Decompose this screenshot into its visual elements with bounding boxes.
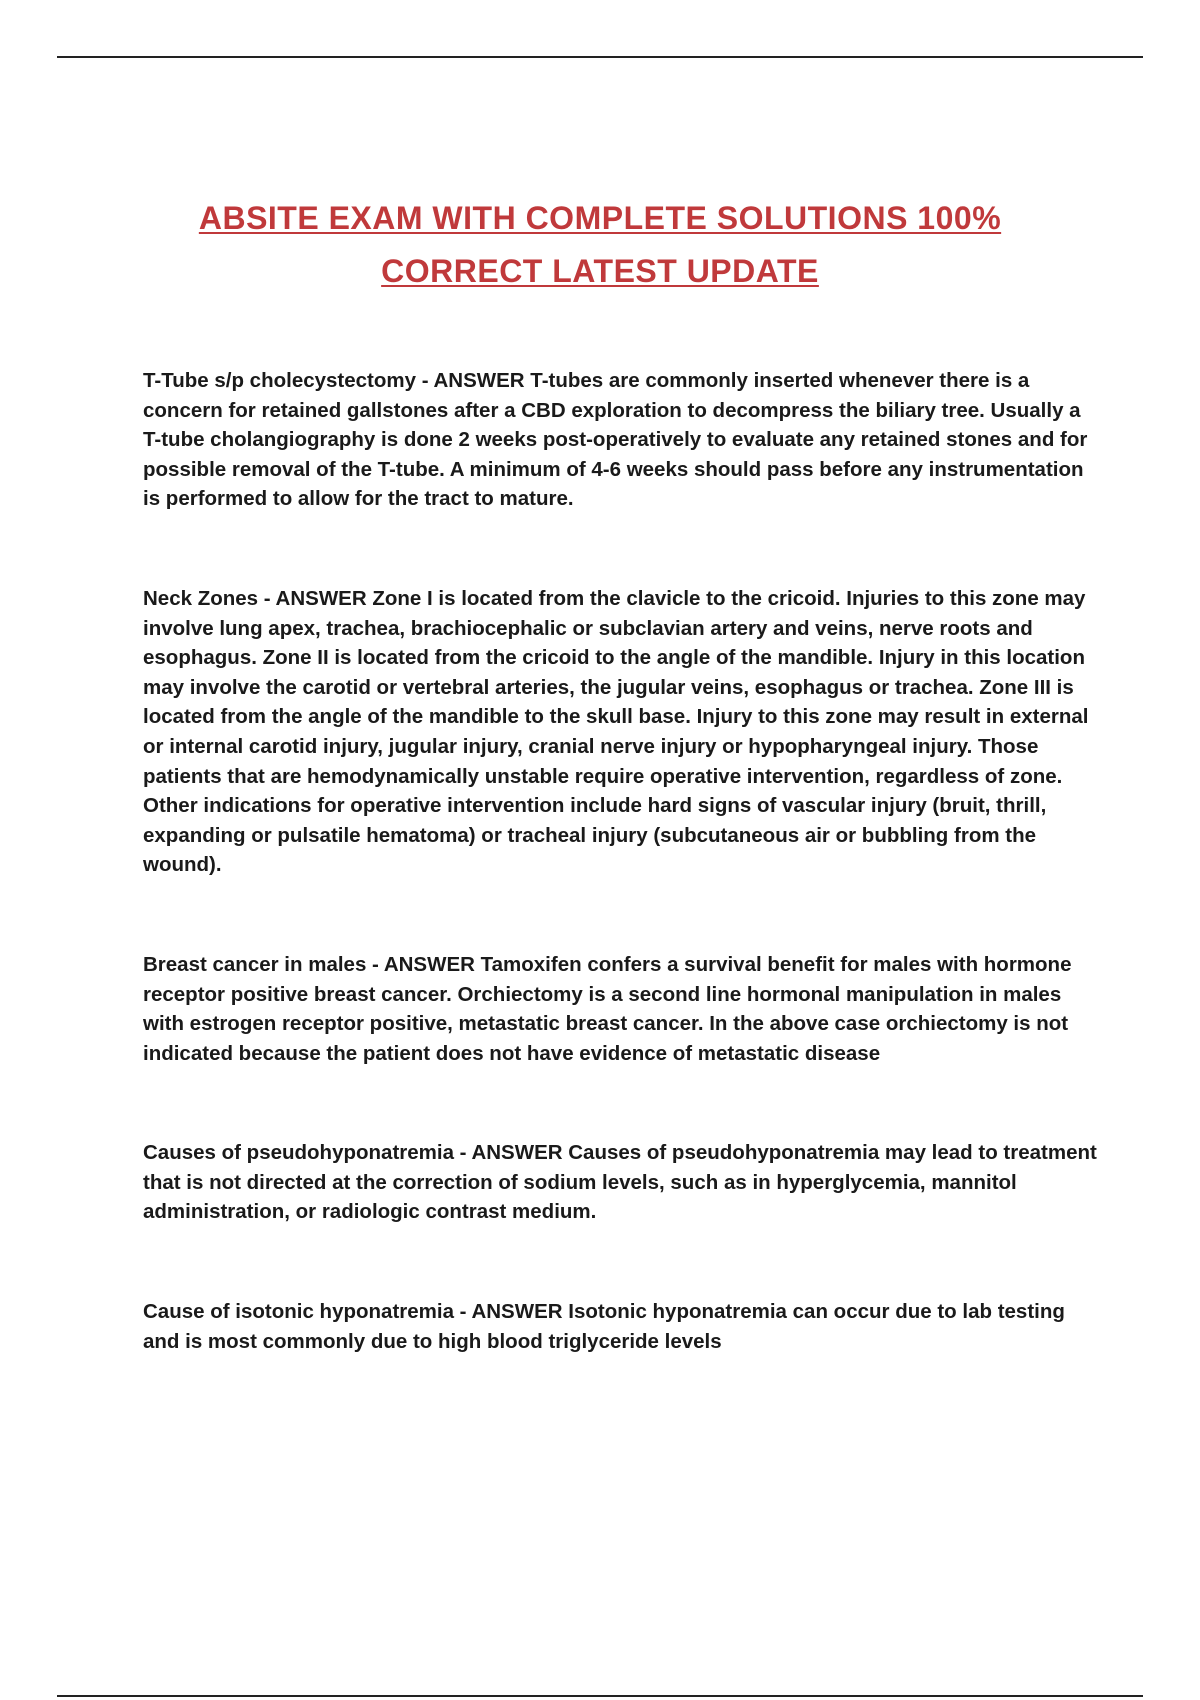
qa-answer: ANSWER T-tubes are commonly inserted whenever there is a concern for retained gallstones after a CBD exploration to decompress the biliary tree. Usually a T-tube cholangiography is done 2 weeks post-operatively to evaluate any retained stones and for possible removal of the T-tube. A minimum of 4-6 weeks should pass before any instrumentation is performed to allow for the tract to mature. [143, 369, 1088, 511]
qa-question: T-Tube s/p cholecystectomy [143, 369, 417, 392]
qa-answer: ANSWER Tamoxifen confers a survival benefit for males with hormone receptor positive breast cancer. Orchiectomy is a second line hormonal manipulation in males with estrogen receptor positive, metastatic breast cancer. In the above case orchiectomy is not indicated because the patient does not have evidence of metastatic disease [143, 952, 1072, 1065]
qa-question: Neck Zones [143, 586, 259, 610]
qa-question: Breast cancer in males [143, 952, 367, 976]
qa-answer: ANSWER Causes of pseudohyponatremia may lead to treatment that is not directed at the correction of sodium levels, such as in hyperglycemia, mannitol administration, or radiologic contrast medium. [143, 1141, 1097, 1224]
qa-entry [143, 950, 1098, 1068]
title-line-1: ABSITE EXAM WITH COMPLETE SOLUTIONS 100% [198, 200, 1002, 236]
qa-answer: ANSWER Isotonic hyponatremia can occur due to lab testing and is most commonly due to high blood triglyceride levels [143, 1300, 1065, 1353]
qa-question: Cause of isotonic hyponatremia [143, 1300, 454, 1324]
qa-entry [143, 584, 1098, 880]
qa-entry [143, 1138, 1098, 1227]
qa-separator: - [366, 952, 384, 976]
qa-separator: - [258, 586, 276, 610]
top-rule [57, 56, 1143, 58]
qa-entry [143, 1297, 1098, 1356]
qa-list [143, 366, 1098, 1356]
qa-separator: - [416, 369, 434, 392]
title-line-2: CORRECT LATEST UPDATE [381, 253, 819, 289]
qa-entry [143, 366, 1098, 514]
qa-answer: ANSWER Zone I is located from the clavicle to the cricoid. Injuries to this zone may involve lung apex, trachea, brachiocephalic or subclavian artery and veins, nerve roots and esophagus. Zone II is located from the cricoid to the angle of the mandible. Injury in this location may involve the carotid or vertebral arteries, the jugular veins, esophagus or trachea. Zone III is located from the angle of the mandible to the skull base. Injury to this zone may result in external or internal carotid injury, jugular injury, cranial nerve injury or hypopharyngeal injury. Those patients that are hemodynamically unstable require operative intervention, regardless of zone. Other indications for operative intervention include hard signs of vascular injury (bruit, thrill, expanding or pulsatile hematoma) or tracheal injury (subcutaneous air or bubbling from the wound). [143, 586, 1089, 877]
qa-question: Causes of pseudohyponatremia [143, 1141, 454, 1165]
qa-separator: - [453, 1141, 472, 1165]
document-title [120, 192, 1080, 298]
qa-separator: - [453, 1300, 472, 1324]
bottom-rule [57, 1695, 1143, 1697]
